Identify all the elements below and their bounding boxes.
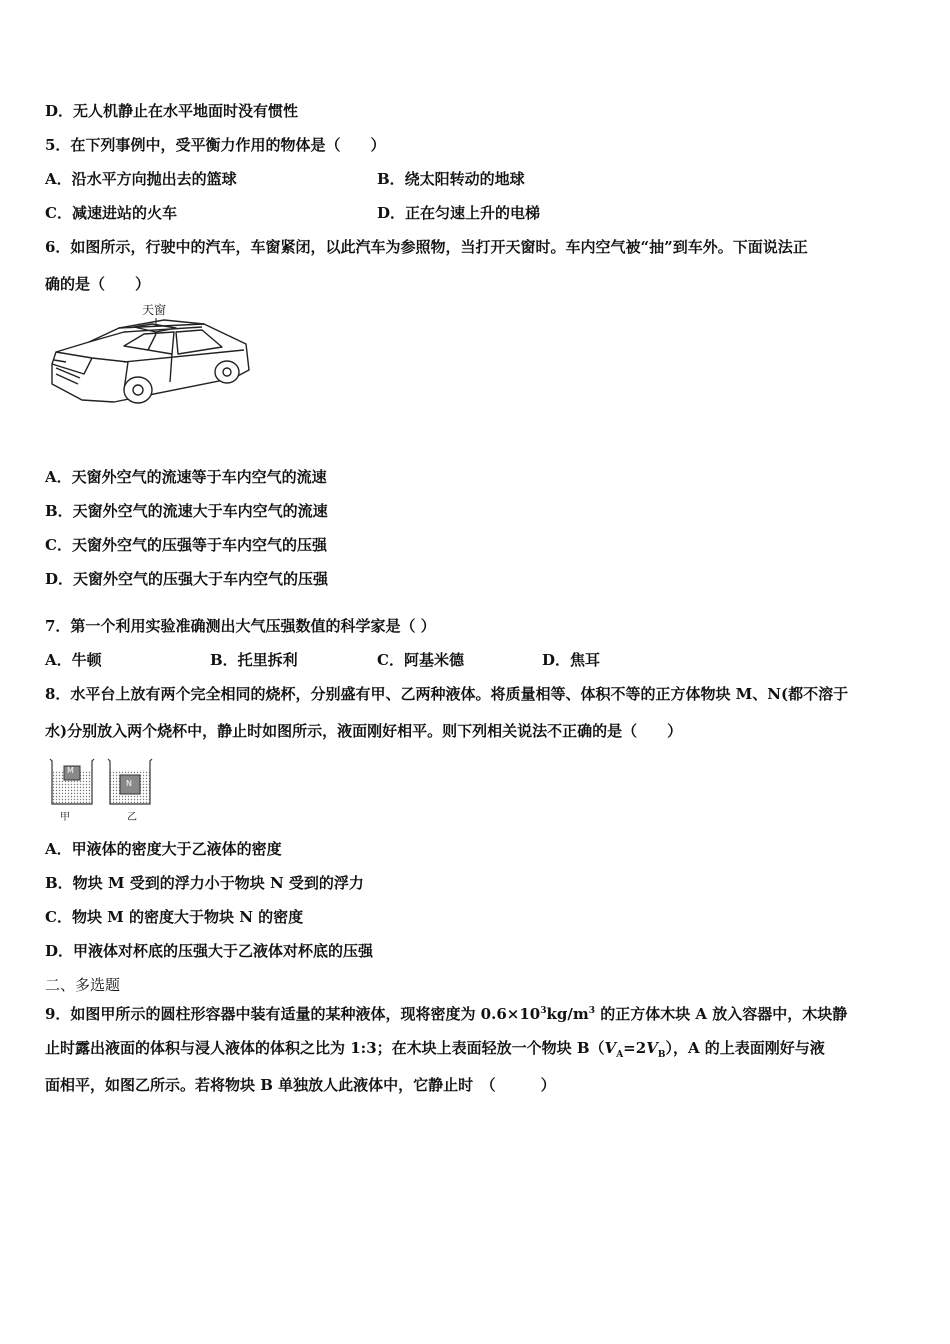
beaker-left-caption: 甲 — [60, 812, 70, 823]
beakers-figure — [46, 756, 162, 822]
q7-option-a: A．牛顿 — [45, 651, 102, 669]
q8-option-c: C．物块 M 的密度大于物块 N 的密度 — [45, 908, 304, 926]
q8-stem-line2: 水)分别放入两个烧杯中，静止时如图所示，液面刚好相平。则下列相关说法不正确的是（ ） — [45, 722, 683, 740]
q8-stem-line1: 8．水平台上放有两个完全相同的烧杯，分别盛有甲、乙两种液体。将质量相等、体积不等的正方体物块 M、N(都不溶于 — [45, 685, 849, 703]
q5-option-b: B．绕太阳转动的地球 — [377, 170, 525, 188]
sunroof-label: 天窗 — [142, 303, 167, 317]
q7-option-b: B．托里拆利 — [210, 651, 298, 669]
q9-l1c: 的正方体木块 A 放入容器中，木块静 — [594, 1005, 848, 1023]
q9-stem-line2 — [45, 1037, 825, 1066]
q7-option-d: D．焦耳 — [542, 651, 601, 669]
q6-stem-line2: 确的是（ ） — [45, 275, 151, 293]
q9-stem-line1 — [45, 1000, 847, 1025]
beakers-drawing — [46, 756, 162, 808]
q9-va: V — [604, 1039, 617, 1057]
q6-option-a: A．天窗外空气的流速等于车内空气的流速 — [45, 468, 327, 486]
block-n-label: N — [126, 779, 132, 788]
q8-option-d: D．甲液体对杯底的压强大于乙液体对杯底的压强 — [45, 942, 374, 960]
q9-l1-sup2: 3 — [588, 1006, 595, 1016]
section-title: 二、多选题 — [45, 976, 121, 994]
q5-option-d: D．正在匀速上升的电梯 — [377, 204, 541, 222]
q8-option-b: B．物块 M 受到的浮力小于物块 N 受到的浮力 — [45, 874, 364, 892]
car-figure — [44, 302, 256, 406]
q6-stem-line1: 6．如图所示，行驶中的汽车，车窗紧闭，以此汽车为参照物，当打开天窗时。车内空气被“抽”到车外。下面说法正 — [45, 238, 808, 256]
q9-vb: V — [646, 1039, 658, 1057]
q9-stem-line3: 面相平，如图乙所示。若将物块 B 单独放人此液体中，它静止时 （ ） — [45, 1076, 556, 1094]
q4-option-d: D．无人机静止在水平地面时没有惯性 — [45, 102, 299, 120]
q8-option-a: A．甲液体的密度大于乙液体的密度 — [45, 840, 282, 858]
q5-option-a: A．沿水平方向抛出去的篮球 — [45, 170, 237, 188]
q9-l1-sup: 3 — [540, 1006, 547, 1016]
q7-option-c: C．阿基米德 — [377, 651, 464, 669]
block-m-label: M — [67, 766, 74, 775]
q9-l1a: 9．如图甲所示的圆柱形容器中装有适量的某种液体，现将密度为 0.6×10 — [45, 1005, 541, 1023]
q9-va-sub: A — [616, 1050, 624, 1060]
q9-l2b: ），A 的上表面刚好与液 — [665, 1039, 825, 1057]
q6-option-d: D．天窗外空气的压强大于车内空气的压强 — [45, 570, 329, 588]
beaker-right-caption: 乙 — [127, 812, 137, 823]
q9-l2a: 止时露出液面的体积与浸人液体的体积之比为 1:3；在木块上表面轻放一个物块 B（ — [45, 1039, 605, 1057]
q5-stem: 5．在下列事例中，受平衡力作用的物体是（ ） — [45, 136, 386, 154]
q6-option-b: B．天窗外空气的流速大于车内空气的流速 — [45, 502, 328, 520]
q7-stem: 7．第一个利用实验准确测出大气压强数值的科学家是（ ） — [45, 617, 436, 635]
q9-l1b: kg/m — [546, 1005, 589, 1023]
q9-vb-sub: B — [657, 1050, 666, 1060]
q9-eq: =2 — [623, 1039, 647, 1057]
q6-option-c: C．天窗外空气的压强等于车内空气的压强 — [45, 536, 327, 554]
q5-option-c: C．减速进站的火车 — [45, 204, 177, 222]
